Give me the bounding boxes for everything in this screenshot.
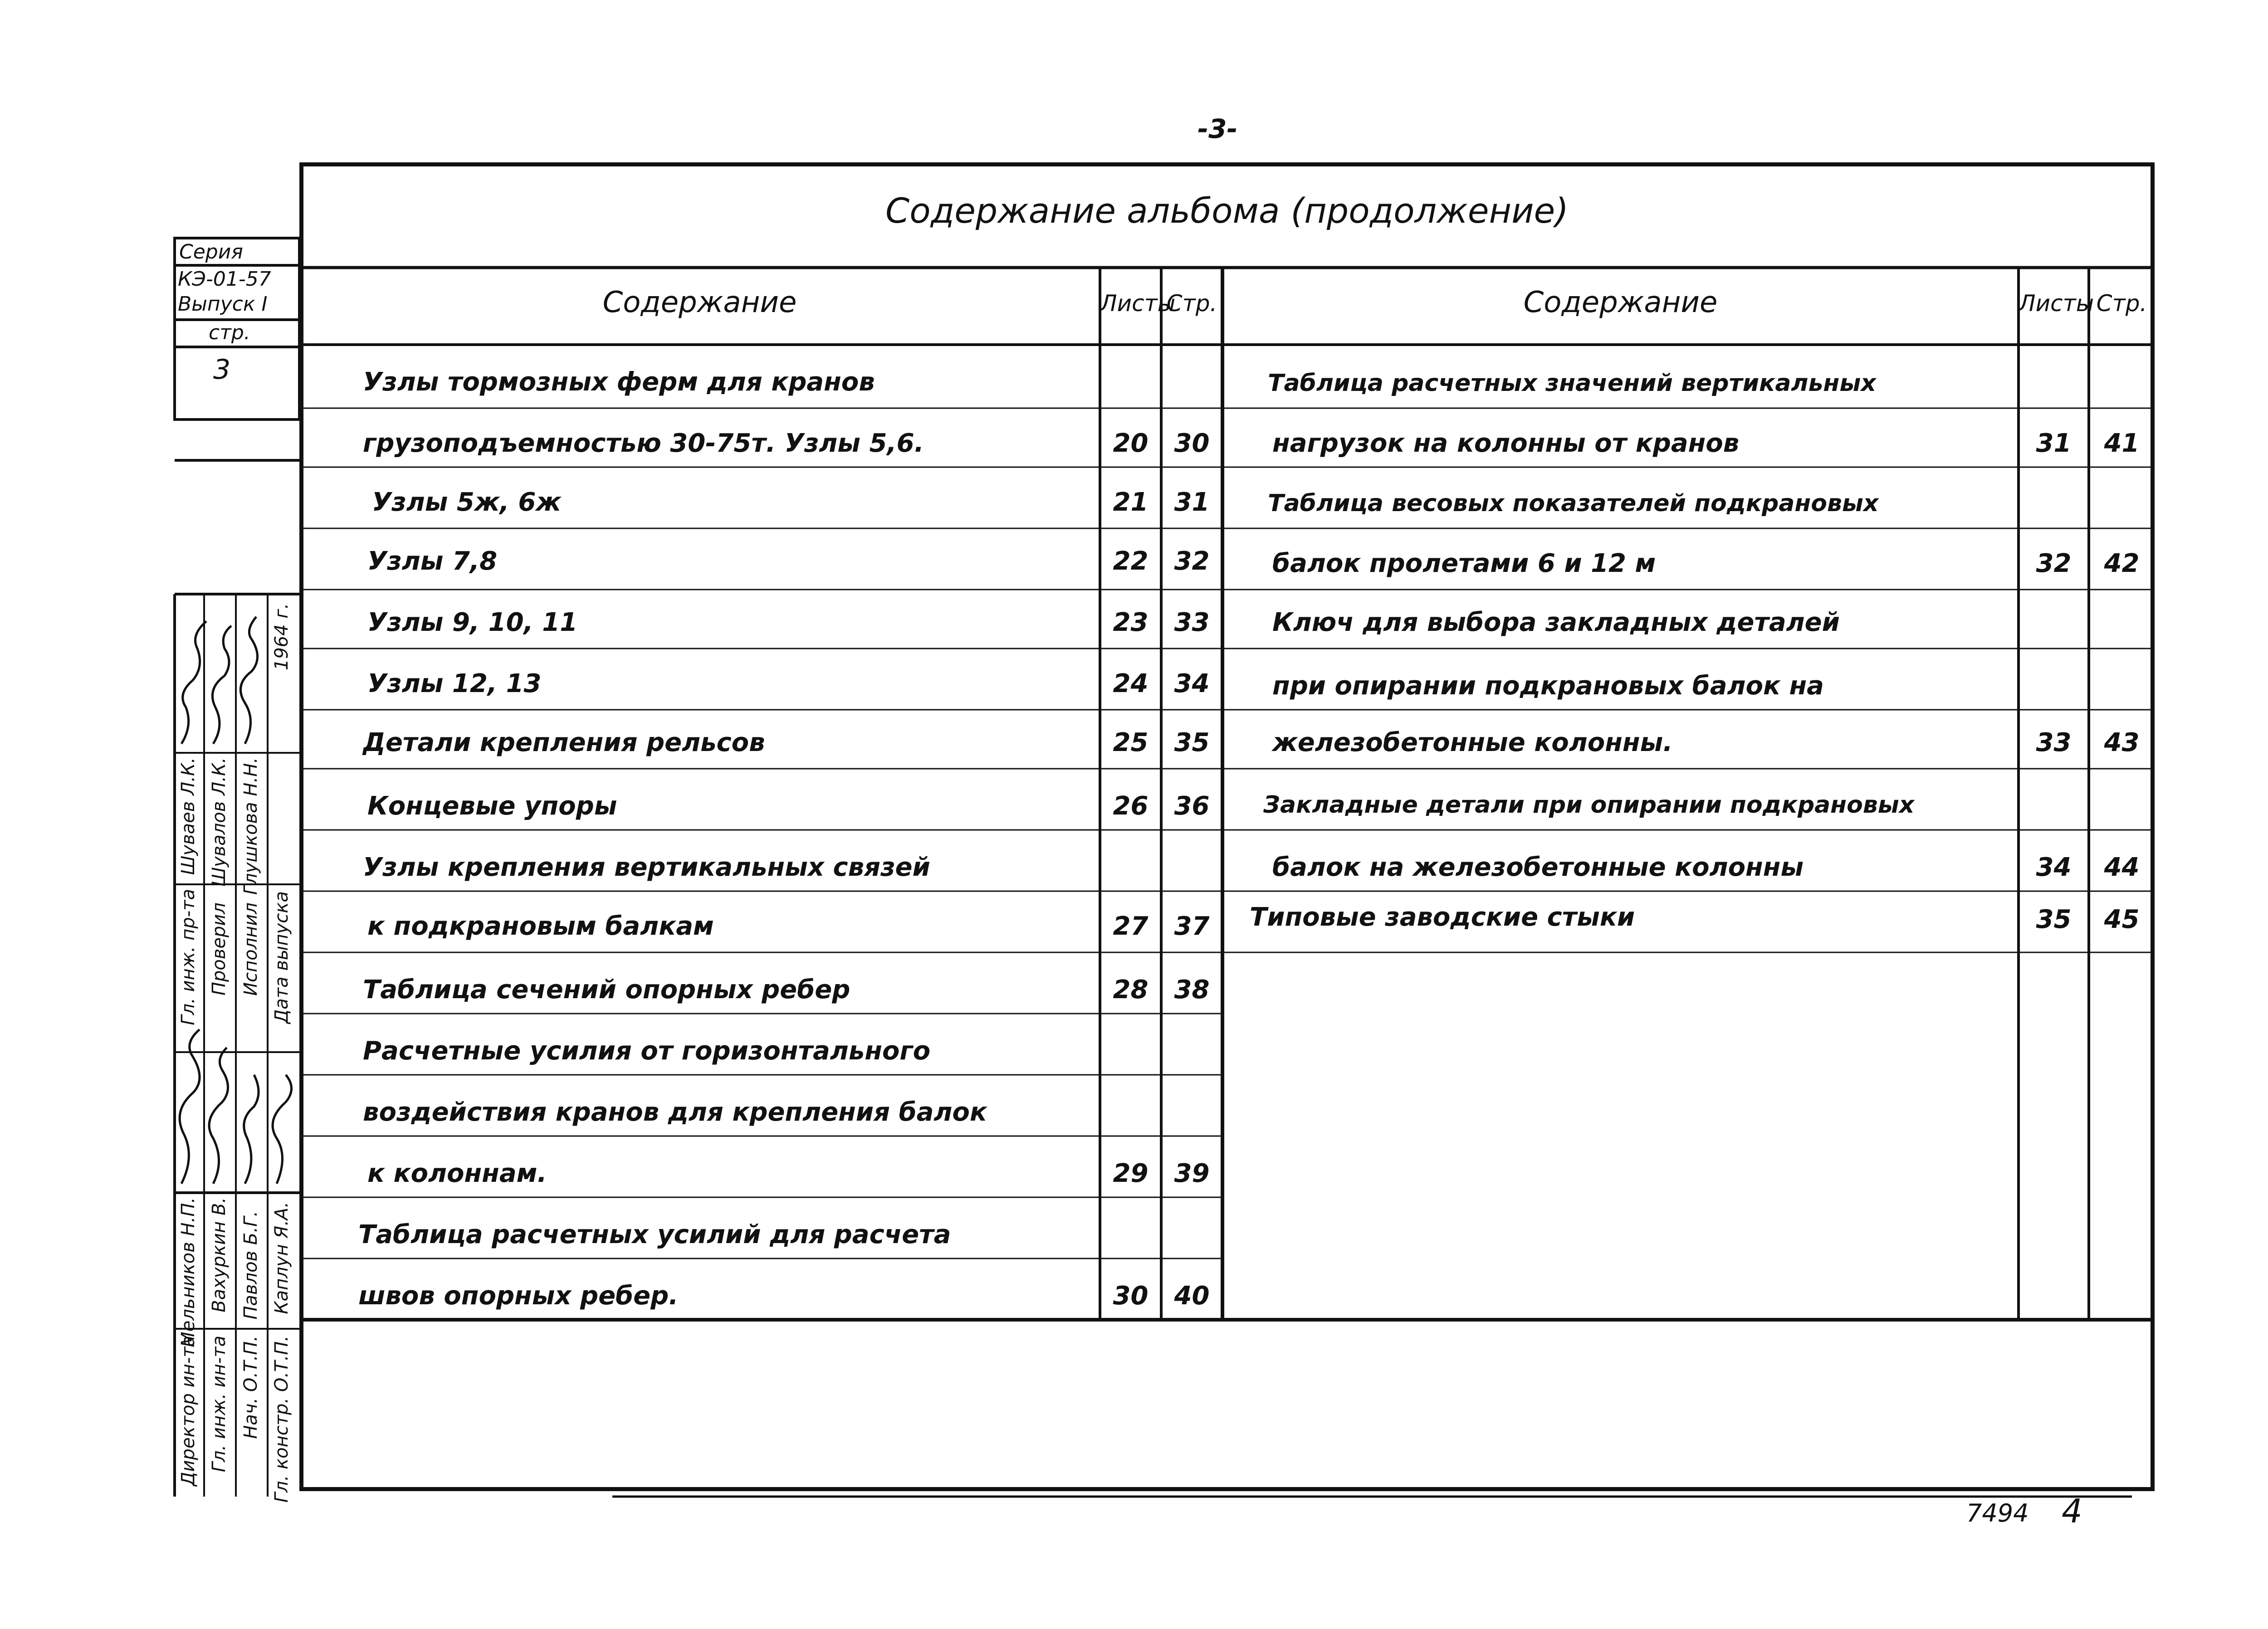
name-label: Глушкова Н.Н. xyxy=(240,757,261,895)
signature-shuvalov xyxy=(212,626,231,744)
table-row-text: Узлы 5ж, 6ж xyxy=(372,488,562,517)
left-content-header: Содержание xyxy=(602,286,797,319)
table-row-sheet: 33 xyxy=(2036,728,2072,757)
table-row-page: 33 xyxy=(1174,608,1210,637)
page-title: Содержание альбома (продолжение) xyxy=(885,190,1569,231)
table-row-sheet: 22 xyxy=(1113,546,1149,576)
series-code: КЭ-01-57 xyxy=(178,268,271,291)
table-row-text: балок пролетами 6 и 12 м xyxy=(1272,549,1656,578)
name-label: Павлов Б.Г. xyxy=(240,1211,261,1320)
role-label: Проверил xyxy=(209,902,230,996)
table-row-text: балок на железобетонные колонны xyxy=(1272,853,1804,882)
role-label: Нач. О.Т.П. xyxy=(240,1336,261,1439)
table-row-sheet: 34 xyxy=(2036,853,2072,882)
table-row-text: Узлы 12, 13 xyxy=(367,669,542,698)
table-row-text: Детали крепления рельсов xyxy=(363,728,765,757)
table-row-sheet: 28 xyxy=(1113,975,1149,1005)
right-sheets-header: Листы xyxy=(2019,290,2094,317)
table-row-sheet: 31 xyxy=(2036,429,2072,458)
table-row-text: железобетонные колонны. xyxy=(1272,728,1673,757)
table-row-page: 36 xyxy=(1174,791,1210,821)
signature-shuvaev xyxy=(181,621,206,744)
table-row-text: Ключ для выбора закладных деталей xyxy=(1272,608,1840,637)
left-pages-header: Стр. xyxy=(1166,290,1217,317)
table-row-page: 32 xyxy=(1174,546,1210,576)
role-label: Гл. констр. О.Т.П. xyxy=(271,1336,292,1503)
role-label: Гл. инж. пр-та xyxy=(178,889,199,1025)
table-row-page: 45 xyxy=(2104,905,2140,934)
table-row-text: Таблица весовых показателей подкрановых xyxy=(1268,490,1879,517)
issue-label: Выпуск I xyxy=(178,293,268,316)
role-label: Директор ин-та xyxy=(178,1336,199,1486)
table-row-sheet: 30 xyxy=(1113,1281,1149,1311)
doc-number: 7494 xyxy=(1966,1499,2029,1527)
table-row-page: 39 xyxy=(1174,1159,1210,1188)
right-pages-header: Стр. xyxy=(2096,290,2147,317)
role-label: Гл. инж. ин-та xyxy=(209,1336,230,1473)
table-row-text: нагрузок на колонны от кранов xyxy=(1272,429,1740,458)
table-row-sheet: 23 xyxy=(1113,608,1149,637)
role-label: Исполнил xyxy=(240,902,261,996)
table-row-sheet: 21 xyxy=(1113,488,1149,517)
role-label: Дата выпуска xyxy=(271,891,292,1024)
table-row-text: Узлы 9, 10, 11 xyxy=(367,608,578,637)
signature-pavlov xyxy=(244,1075,259,1184)
sheet-number: 4 xyxy=(2062,1492,2082,1530)
table-row-page: 35 xyxy=(1174,728,1210,757)
table-row-text: грузоподъемностью 30-75т. Узлы 5,6. xyxy=(363,429,924,458)
page-value: 3 xyxy=(213,354,231,385)
table-row-text: Закладные детали при опирании подкрановых xyxy=(1263,791,1915,819)
table-row-text: Таблица расчетных значений вертикальных xyxy=(1268,370,1876,397)
signature-vakhurkin xyxy=(209,1048,228,1184)
table-row-text: швов опорных ребер. xyxy=(358,1281,679,1311)
name-label: Шуваев Л.К. xyxy=(178,757,199,875)
name-label: Мельников Н.П. xyxy=(178,1197,199,1347)
table-row-page: 38 xyxy=(1174,975,1210,1005)
signature-glushkova xyxy=(240,617,257,744)
table-row-page: 42 xyxy=(2104,549,2140,578)
page-number: -3- xyxy=(1198,113,1238,144)
table-row-sheet: 26 xyxy=(1113,791,1149,821)
table-row-text: Узлы 7,8 xyxy=(367,546,498,576)
table-row-text: Таблица расчетных усилий для расчета xyxy=(358,1220,951,1249)
table-row-page: 44 xyxy=(2104,853,2140,882)
table-row-text: Узлы тормозных ферм для кранов xyxy=(363,367,875,397)
table-row-page: 34 xyxy=(1174,669,1210,698)
table-row-sheet: 29 xyxy=(1113,1159,1149,1188)
table-row-page: 31 xyxy=(1174,488,1210,517)
table-row-page: 43 xyxy=(2104,728,2140,757)
table-row-text: воздействия кранов для крепления балок xyxy=(363,1097,987,1127)
series-label: Серия xyxy=(179,240,243,263)
table-row-sheet: 27 xyxy=(1113,912,1149,941)
page-label: стр. xyxy=(209,321,250,344)
table-row-page: 37 xyxy=(1174,912,1210,941)
year-label: 1964 г. xyxy=(271,603,292,671)
table-row-page: 41 xyxy=(2104,429,2140,458)
name-label: Шувалов Л.К. xyxy=(209,757,230,887)
table-row-text: к подкрановым балкам xyxy=(367,912,714,941)
name-label: Вахуркин В. xyxy=(209,1197,230,1312)
table-row-sheet: 20 xyxy=(1113,429,1149,458)
signature-kaplun xyxy=(273,1075,291,1184)
table-row-sheet: 32 xyxy=(2036,549,2072,578)
table-row-page: 40 xyxy=(1174,1281,1210,1311)
table-row-page: 30 xyxy=(1174,429,1210,458)
table-row-text: при опирании подкрановых балок на xyxy=(1272,671,1824,701)
table-row-text: Типовые заводские стыки xyxy=(1250,902,1635,932)
name-label: Каплун Я.А. xyxy=(271,1202,292,1314)
table-row-text: к колоннам. xyxy=(367,1159,547,1188)
table-row-text: Расчетные усилия от горизонтального xyxy=(363,1036,931,1066)
left-sheets-header: Листы xyxy=(1100,290,1176,317)
table-row-text: Таблица сечений опорных ребер xyxy=(363,975,850,1005)
table-row-text: Узлы крепления вертикальных связей xyxy=(363,853,930,882)
table-row-sheet: 35 xyxy=(2036,905,2072,934)
right-content-header: Содержание xyxy=(1523,286,1718,319)
table-row-sheet: 24 xyxy=(1113,669,1149,698)
table-row-sheet: 25 xyxy=(1113,728,1149,757)
table-row-text: Концевые упоры xyxy=(367,791,617,821)
signature-melnikov xyxy=(180,1029,200,1184)
